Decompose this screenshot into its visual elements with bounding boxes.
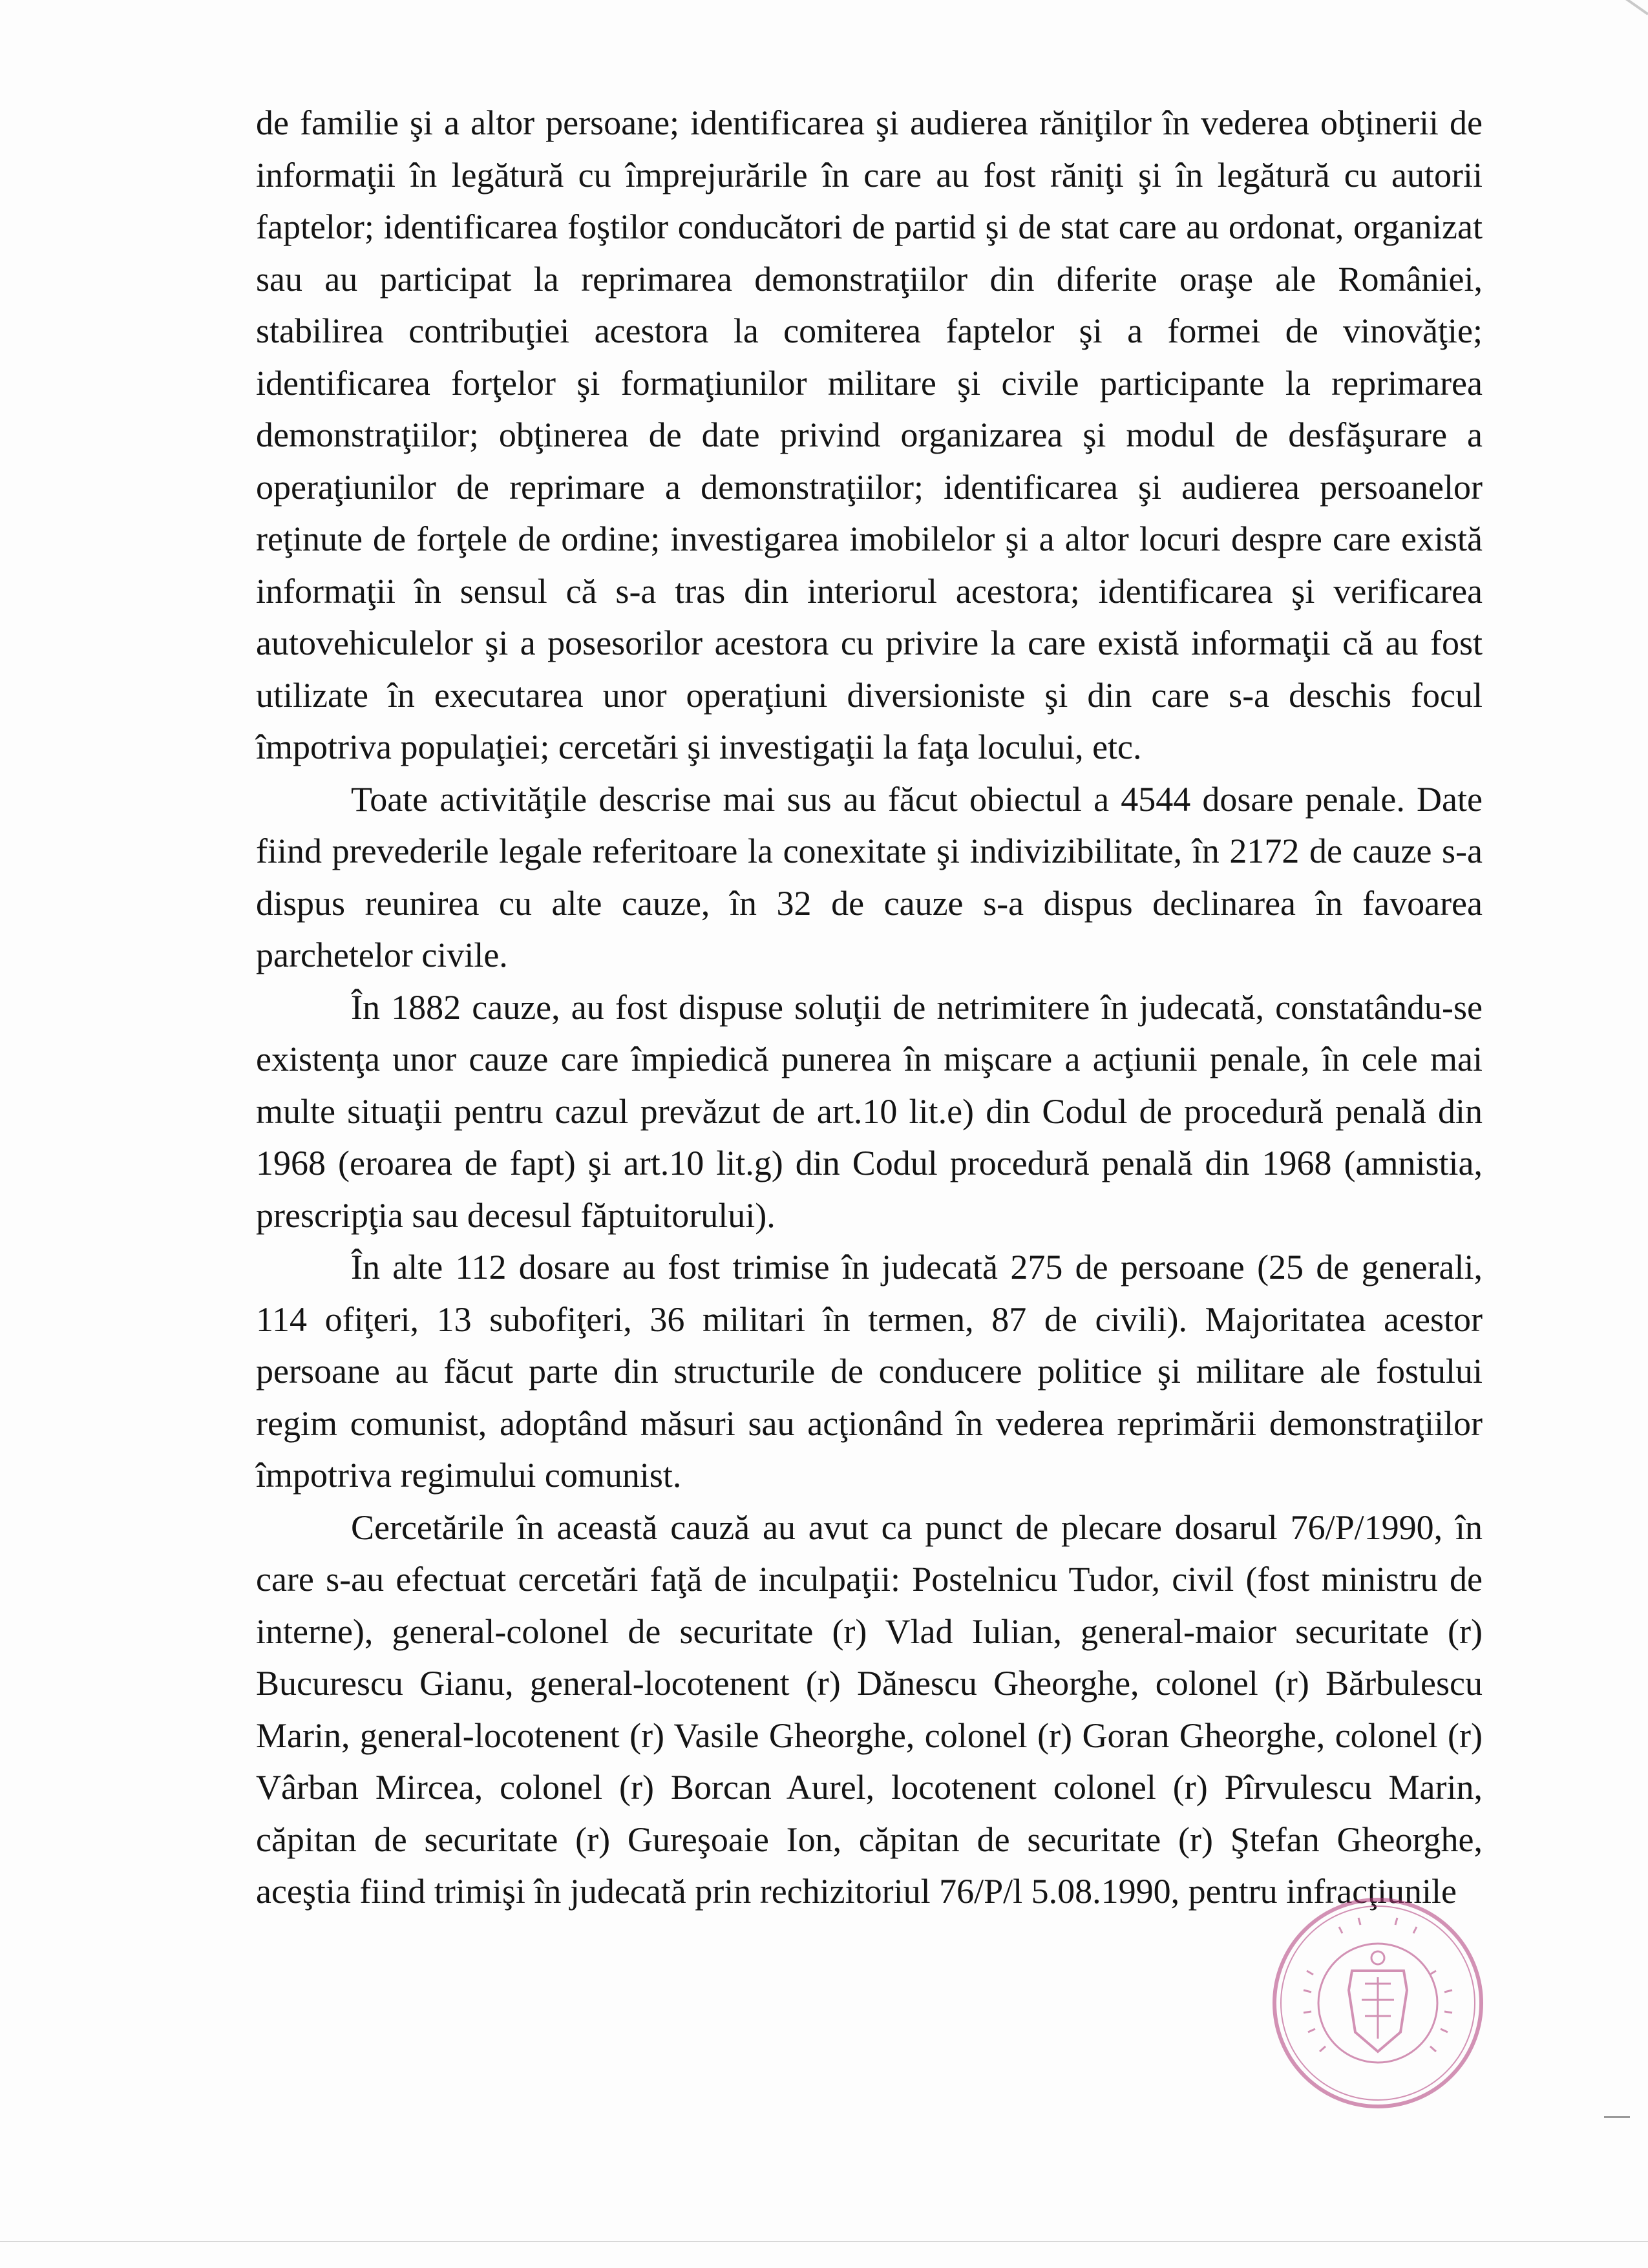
paragraph-continuation: de familie şi a altor persoane; identificarea şi audierea răniţilor în vederea obţinerii de informaţii în legătură cu împrejurările în care au fost răniţi şi în legătură cu autorii faptelor; identificarea foştilor conducători de partid şi de stat care au ordonat, organizat sau au participat la reprimarea demonstraţiilor din diferite oraşe ale României, stabilirea contribuţiei acestora la comiterea faptelor şi a formei de vinovăţie; identificarea forţelor şi formaţiunilor militare şi civile participante la reprimarea demonstraţiilor; obţinerea de date privind organizarea şi modul de desfăşurare a operaţiunilor de reprimare a demonstraţiilor; identificarea şi audierea persoanelor reţinute de forţele de ordine; investigarea imobilelor şi a altor locuri despre care există informaţii în sensul că s-a tras din interiorul acestora; identificarea şi verificarea autovehiculelor şi a posesorilor acestora cu privire la care există informaţii că au fost utilizate în executarea unor operaţiuni diversioniste şi din care s-a deschis focul împotriva populaţiei; cercetări şi investigaţii la faţa locului, etc. [256, 103, 1483, 766]
document-body [256, 97, 1483, 1918]
page-edge-mark [1600, 0, 1648, 16]
paragraph-cercetari: Cercetările în această cauză au avut ca punct de plecare dosarul 76/P/1990, în care s-au efectuat cercetări faţă de inculpaţii: Postelnicu Tudor, civil (fost ministru de interne), general-colonel de securitate (r) Vlad Iulian, general-maior securitate (r) Bucurescu Gianu, general-locotenent (r) Dănescu Gheorghe, colonel (r) Bărbulescu Marin, general-locotenent (r) Vasile Gheorghe, colonel (r) Goran Gheorghe, colonel (r) Vârban Mircea, colonel (r) Borcan Aurel, locotenent colonel (r) Pîrvulescu Marin, căpitan de securitate (r) Gureşoaie Ion, căpitan de securitate (r) Ştefan Gheorghe, aceştia fiind trimişi în judecată prin rechizitoriul 76/P/l 5.08.1990, pentru infracţiunile [256, 1507, 1483, 1911]
paragraph-dosare-penale: Toate activităţile descrise mai sus au făcut obiectul a 4544 dosare penale. Date fiind prevederile legale referitoare la conexitate şi indivizibilitate, în 2172 de cauze s-a dispus reunirea cu alte cauze, în 32 de cauze s-a dispus declinarea în favoarea parchetelor civile. [256, 779, 1483, 974]
bottom-scan-line [0, 2241, 1648, 2242]
margin-dash [1604, 2116, 1630, 2118]
paragraph-netrimitere: În 1882 cauze, au fost dispuse soluţii de netrimitere în judecată, constatându-se existenţa unor cauze care împiedică punerea în mişcare a acţiunii penale, în cele mai multe situaţii pentru cazul prevăzut de art.10 lit.e) din Codul de procedură penală din 1968 (eroarea de fapt) şi art.10 lit.g) din Codul procedură penală din 1968 (amnistia, prescripţia sau decesul făptuitorului). [256, 987, 1483, 1235]
paragraph-trimise-judecata: În alte 112 dosare au fost trimise în judecată 275 de persoane (25 de generali, 114 ofiţeri, 13 subofiţeri, 36 militari în termen, 87 de civili). Majoritatea acestor persoane au făcut parte din structurile de conducere politice şi militare ale fostului regim comunist, adoptând măsuri sau acţionând în vederea reprimării demonstraţiilor împotriva regimului comunist. [256, 1248, 1483, 1495]
round-seal-stamp-icon [1268, 1893, 1488, 2113]
